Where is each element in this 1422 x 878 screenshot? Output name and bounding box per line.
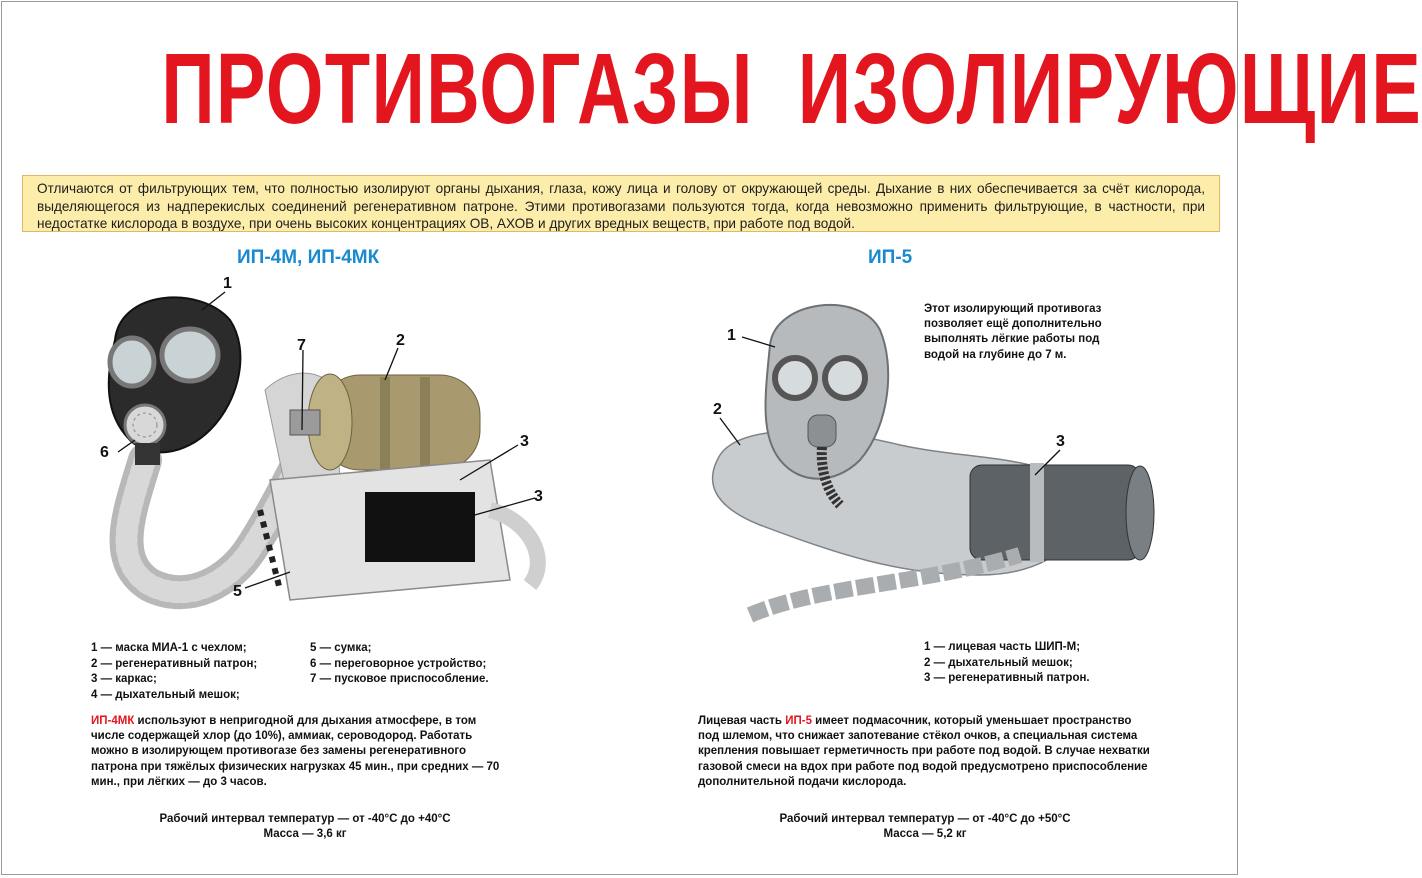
legend-item: 4 — дыхательный мешок;	[91, 688, 240, 701]
right-temp: Рабочий интервал температур — от -40°С до +50°С	[779, 813, 1071, 825]
left-mass: Масса — 3,6 кг	[263, 828, 347, 840]
left-callout-5: 5	[233, 583, 242, 600]
legend-item: 2 — дыхательный мешок;	[924, 656, 1073, 669]
right-description	[698, 714, 1153, 790]
legend-item: 3 — каркас;	[91, 673, 157, 685]
cartridge-icon	[970, 463, 1154, 562]
legend-item: 5 — сумка;	[310, 642, 372, 654]
gas-mask-icon	[109, 297, 241, 465]
left-specs	[90, 812, 520, 842]
left-callout-3a: 3	[520, 433, 529, 450]
left-temp: Рабочий интервал температур — от -40°С до +40°С	[159, 813, 451, 825]
left-legend-col2	[310, 641, 489, 688]
right-callout-3: 3	[1056, 433, 1065, 450]
cartridge-icon	[290, 374, 480, 470]
ip5-illustration	[700, 285, 1170, 645]
legend-item: 1 — лицевая часть ШИП-М;	[924, 641, 1081, 653]
left-callout-2: 2	[396, 332, 405, 349]
left-callout-7: 7	[297, 337, 306, 354]
legend-item: 3 — регенеративный патрон.	[924, 672, 1090, 684]
left-callout-6: 6	[100, 444, 109, 461]
right-description-prefix: Лицевая часть	[698, 715, 786, 727]
poster-title: ПРОТИВОГАЗЫ ИЗОЛИРУЮЩИЕ	[161, 33, 1422, 145]
left-description	[91, 714, 511, 790]
bag-icon	[260, 460, 538, 600]
right-description-text: имеет подмасочник, который уменьшает пространство под шлемом, что снижает запотевание стёкол очков, а специальная система крепления повышает герметичность при работе под водой. В случае нехватки газовой смеси на вдох при работе под водой предусмотрено приспособление дополнительной подачи кислорода.	[698, 715, 1150, 788]
right-highlight: ИП-5	[785, 715, 812, 727]
left-callout-3b: 3	[534, 488, 543, 505]
right-legend	[924, 640, 1090, 687]
left-highlight: ИП-4МК	[91, 715, 135, 727]
ip4m-illustration	[90, 280, 560, 610]
intro-box: Отличаются от фильтрующих тем, что полностью изолируют органы дыхания, глаза, кожу лица и голову от окружающей среды. Дыхание в них обеспечивается за счёт кислорода, выделяющегося из надперекислых соединений регенеративном патроне. Этими противогазами пользуются тогда, когда невозможно применить фильтрующие, в частности, при недостатке кислорода в воздухе, при очень высоких концентрациях ОВ, АХОВ и других вредных веществ, при работе под водой.	[22, 175, 1220, 232]
left-description-text: используют в непригодной для дыхания атмосфере, в том числе содержащей хлор (до 10%), аммиак, сероводород. Работать можно в изолирующем противогазе без замены регенеративного патрона при тяжёлых физических нагрузках 45 мин., при средних — 70 мин., при лёгких — до 3 часов.	[91, 715, 500, 788]
right-specs	[710, 812, 1140, 842]
legend-item: 2 — регенеративный патрон;	[91, 657, 258, 670]
right-callout-2: 2	[713, 401, 722, 418]
left-callout-1: 1	[223, 275, 232, 292]
legend-item: 7 — пусковое приспособление.	[310, 673, 489, 685]
left-subtitle: ИП-4М, ИП-4МК	[237, 247, 380, 268]
left-legend-col1	[91, 641, 257, 703]
right-subtitle: ИП-5	[868, 247, 913, 268]
legend-item: 6 — переговорное устройство;	[310, 657, 487, 670]
right-note: Этот изолирующий противогаз позволяет ещё дополнительно выполнять лёгкие работы под водой на глубине до 7 м.	[924, 303, 1102, 361]
legend-item: 1 — маска МИА-1 с чехлом;	[91, 642, 247, 654]
right-callout-1: 1	[727, 327, 736, 344]
right-mass: Масса — 5,2 кг	[883, 828, 967, 840]
